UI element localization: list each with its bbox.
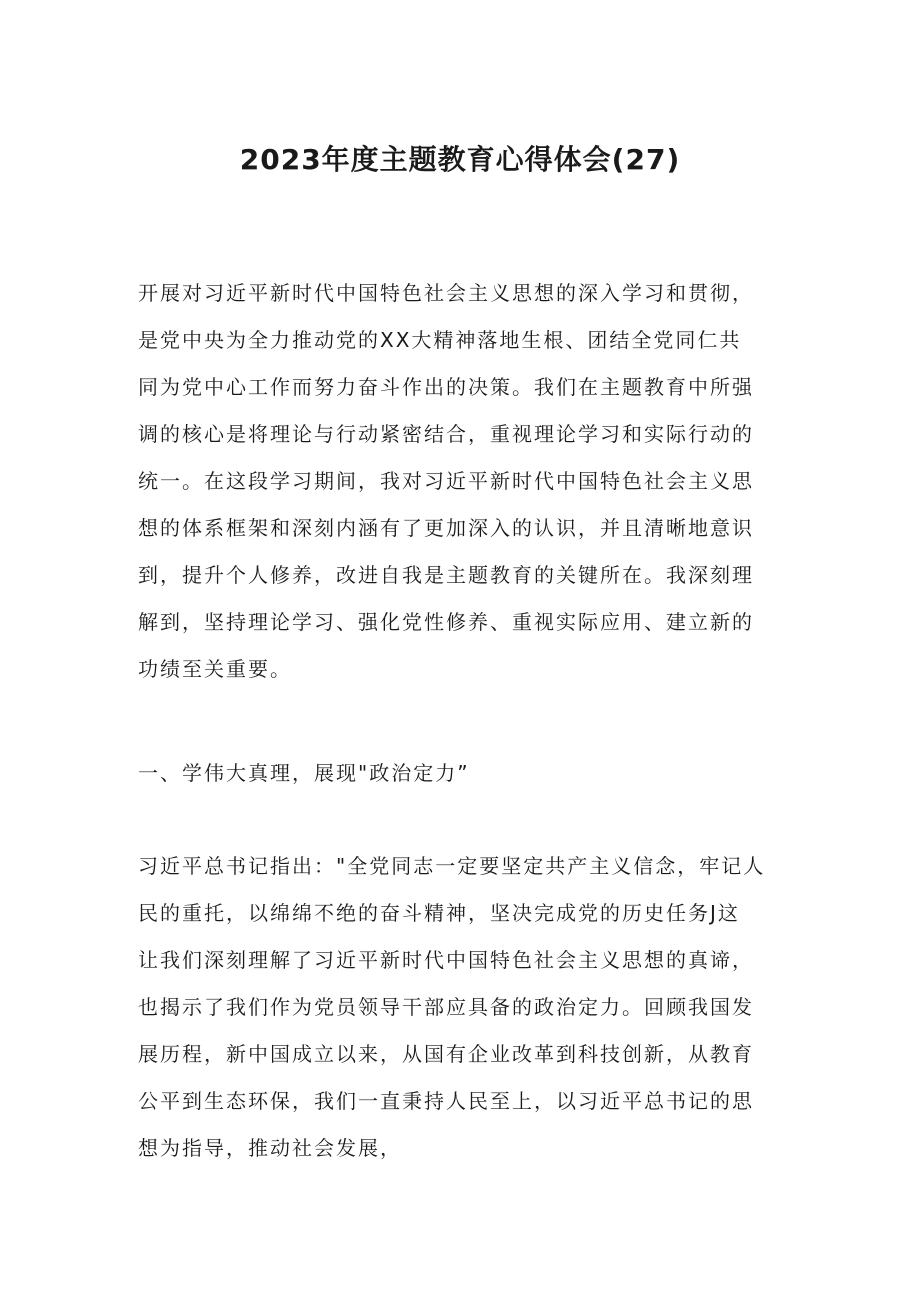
text-line: 同为党中心工作而努力奋斗作出的决策。我们在主题教育中所强 xyxy=(138,375,754,399)
text-line: 让我们深刻理解了习近平新时代中国特色社会主义思想的真谛， xyxy=(138,948,754,972)
text-line: 想的体系框架和深刻内涵有了更加深入的认识，并且清晰地意识 xyxy=(138,516,754,540)
text-line: 调的核心是将理论与行动紧密结合，重视理论学习和实际行动的 xyxy=(138,422,754,446)
text-line: 民的重托，以绵绵不绝的奋斗精神，坚决完成党的历史任务J这 xyxy=(138,901,740,925)
section-heading: 一、学伟大真理，展现"政治定力” xyxy=(138,761,470,785)
text-line: 也揭示了我们作为党员领导干部应具备的政治定力。回顾我国发 xyxy=(138,995,754,1019)
text-line: 功绩至关重要。 xyxy=(138,657,292,681)
text-line: 解到，坚持理论学习、强化党性修养、重视实际应用、建立新的 xyxy=(138,610,754,634)
text-line: 开展对习近平新时代中国特色社会主义思想的深入学习和贯彻， xyxy=(138,281,754,305)
text-line: 习近平总书记指出："全党同志一定要坚定共产主义信念，牢记人 xyxy=(138,854,766,878)
paragraph-intro xyxy=(138,270,790,693)
document-title: 2023年度主题教育心得体会(27) xyxy=(239,143,681,176)
text-line: 展历程，新中国成立以来，从国有企业改革到科技创新，从教育 xyxy=(138,1042,754,1066)
text-line: 公平到生态环保，我们一直秉持人民至上，以习近平总书记的思 xyxy=(138,1089,754,1113)
text-line: 是党中央为全力推动党的XX大精神落地生根、团结全党同仁共 xyxy=(138,328,742,352)
text-line: 统一。在这段学习期间，我对习近平新时代中国特色社会主义思 xyxy=(138,469,754,493)
text-line: 想为指导，推动社会发展， xyxy=(138,1136,402,1160)
text-line: 到，提升个人修养，改进自我是主题教育的关键所在。我深刻理 xyxy=(138,563,754,587)
paragraph-section1 xyxy=(138,843,790,1172)
